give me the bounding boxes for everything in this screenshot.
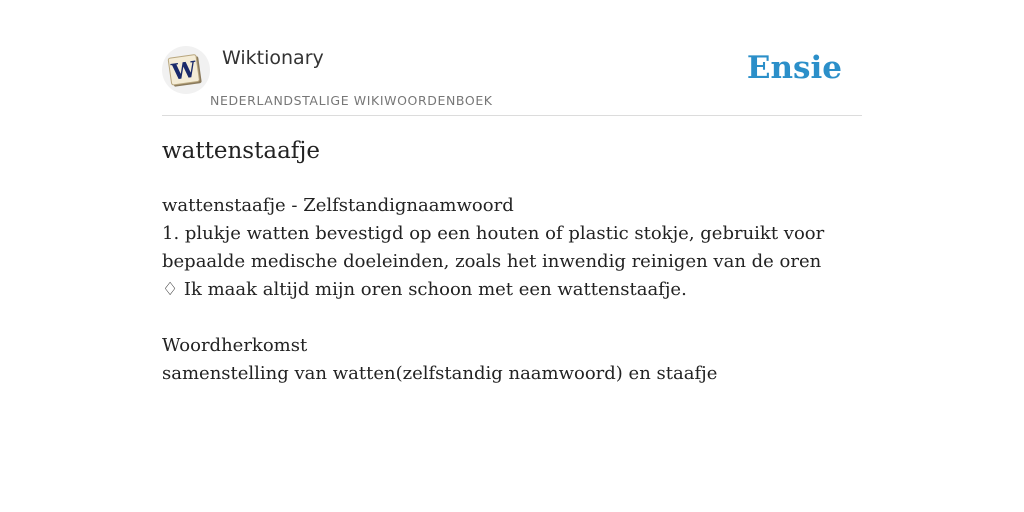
- example-sentence: ♢ Ik maak altijd mijn oren schoon met een wattenstaafje.: [162, 279, 687, 300]
- wiktionary-logo-icon: [162, 46, 210, 94]
- spacer: [162, 304, 822, 332]
- site-name[interactable]: Wiktionary: [222, 47, 324, 69]
- logo-letter: W: [169, 56, 199, 86]
- article-content: [162, 192, 825, 388]
- page-title: wattenstaafje: [162, 138, 321, 164]
- etymology-text: samenstelling van watten(zelfstandig naamwoord) en staafje: [162, 363, 718, 384]
- definition-line: 1. plukje watten bevestigd op een houten of plastic stokje, gebruikt voor: [162, 223, 825, 244]
- definition-line: bepaalde medische doeleinden, zoals het inwendig reinigen van de oren: [162, 251, 822, 272]
- site-tagline: NEDERLANDSTALIGE WIKIWOORDENBOEK: [210, 93, 493, 108]
- etymology-heading: Woordherkomst: [162, 335, 308, 356]
- site-header: [162, 42, 862, 116]
- word-class-heading: wattenstaafje - Zelfstandignaamwoord: [162, 195, 514, 216]
- wiktionary-logo[interactable]: [162, 46, 210, 94]
- ensie-brand-logo[interactable]: Ensie: [746, 50, 842, 86]
